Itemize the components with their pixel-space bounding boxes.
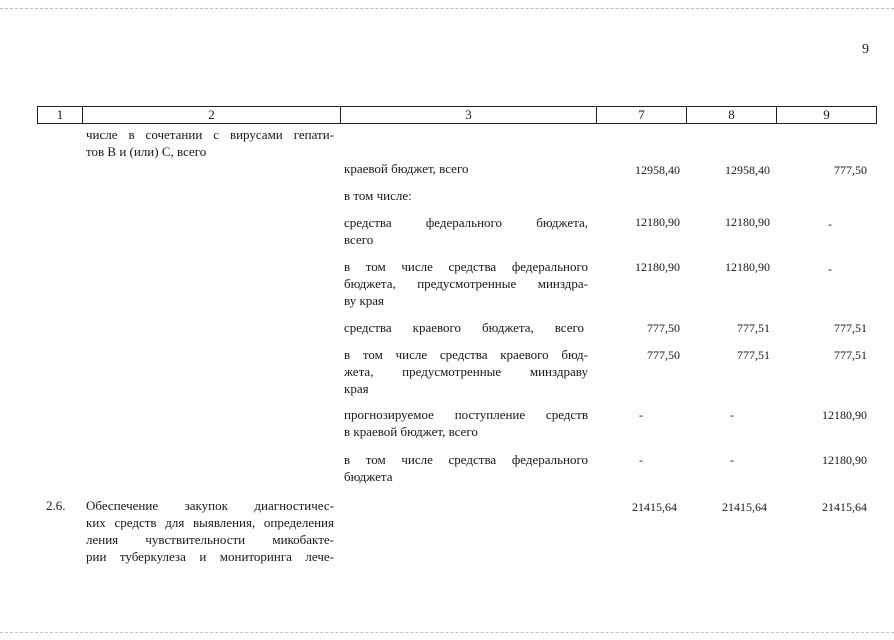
header-col-9: 9 — [777, 107, 877, 124]
row2-col7: 12180,90 — [635, 215, 680, 229]
row6-col9: 12180,90 — [822, 408, 867, 422]
row5-desc-line-3: края — [344, 381, 369, 396]
header-col-1: 1 — [38, 107, 83, 124]
row0-col8: 12958,40 — [725, 163, 770, 177]
row3-desc-line-2: бюджета, предусмотренные минздра- — [344, 276, 588, 291]
row4-col8: 777,51 — [737, 321, 770, 335]
row2-col9: - — [828, 217, 832, 231]
row3-desc-line-3: ву края — [344, 293, 385, 308]
item-2-6-line-1: Обеспечение закупок диагностичес- — [86, 498, 334, 513]
row3-col9: - — [828, 262, 832, 276]
item-2-6-col8: 21415,64 — [722, 500, 767, 514]
row6-desc-line-2: в краевой бюджет, всего — [344, 424, 478, 439]
row7-desc-line-2: бюджета — [344, 469, 393, 484]
row-desc-including: в том числе: — [344, 188, 412, 203]
row7-col8: - — [730, 453, 734, 467]
row4-desc: средства краевого бюджета, всего — [344, 320, 584, 335]
row3-col7: 12180,90 — [635, 260, 680, 274]
item-2-6-col9: 21415,64 — [822, 500, 867, 514]
row-desc-regional-budget: краевой бюджет, всего — [344, 161, 469, 176]
row0-col7: 12958,40 — [635, 163, 680, 177]
row5-col8: 777,51 — [737, 348, 770, 362]
header-col-8: 8 — [687, 107, 777, 124]
item-2-6-col7: 21415,64 — [632, 500, 677, 514]
row3-col8: 12180,90 — [725, 260, 770, 274]
header-col-2: 2 — [83, 107, 341, 124]
row4-col9: 777,51 — [834, 321, 867, 335]
row0-col9: 777,50 — [834, 163, 867, 177]
row7-desc-line-1: в том числе средства федерального — [344, 452, 588, 467]
row4-col7: 777,50 — [647, 321, 680, 335]
scan-edge-top — [0, 8, 894, 9]
row2-col8: 12180,90 — [725, 215, 770, 229]
row2-desc-line-1: средства федерального бюджета, — [344, 215, 588, 230]
scan-edge-bottom — [0, 632, 894, 633]
row5-col7: 777,50 — [647, 348, 680, 362]
row6-col7: - — [639, 408, 643, 422]
item-number-2-6: 2.6. — [46, 498, 66, 513]
header-col-7: 7 — [597, 107, 687, 124]
row2-desc-line-2: всего — [344, 232, 374, 247]
page-number: 9 — [862, 42, 869, 57]
header-col-3: 3 — [341, 107, 597, 124]
continuation-line-1: числе в сочетании с вирусами гепати- — [86, 127, 334, 142]
row7-col7: - — [639, 453, 643, 467]
continuation-line-2: тов В и (или) С, всего — [86, 144, 207, 159]
row3-desc-line-1: в том числе средства федерального — [344, 259, 588, 274]
row5-col9: 777,51 — [834, 348, 867, 362]
row5-desc-line-2: жета, предусмотренные минздраву — [344, 364, 588, 379]
item-2-6-line-2: ких средств для выявления, определения — [86, 515, 334, 530]
column-number-header — [37, 106, 877, 124]
item-2-6-line-3: ления чувствительности микобакте- — [86, 532, 334, 547]
row7-col9: 12180,90 — [822, 453, 867, 467]
row6-desc-line-1: прогнозируемое поступление средств — [344, 407, 588, 422]
item-2-6-line-4: рии туберкулеза и мониторинга лече- — [86, 549, 334, 564]
row5-desc-line-1: в том числе средства краевого бюд- — [344, 347, 588, 362]
row6-col8: - — [730, 408, 734, 422]
